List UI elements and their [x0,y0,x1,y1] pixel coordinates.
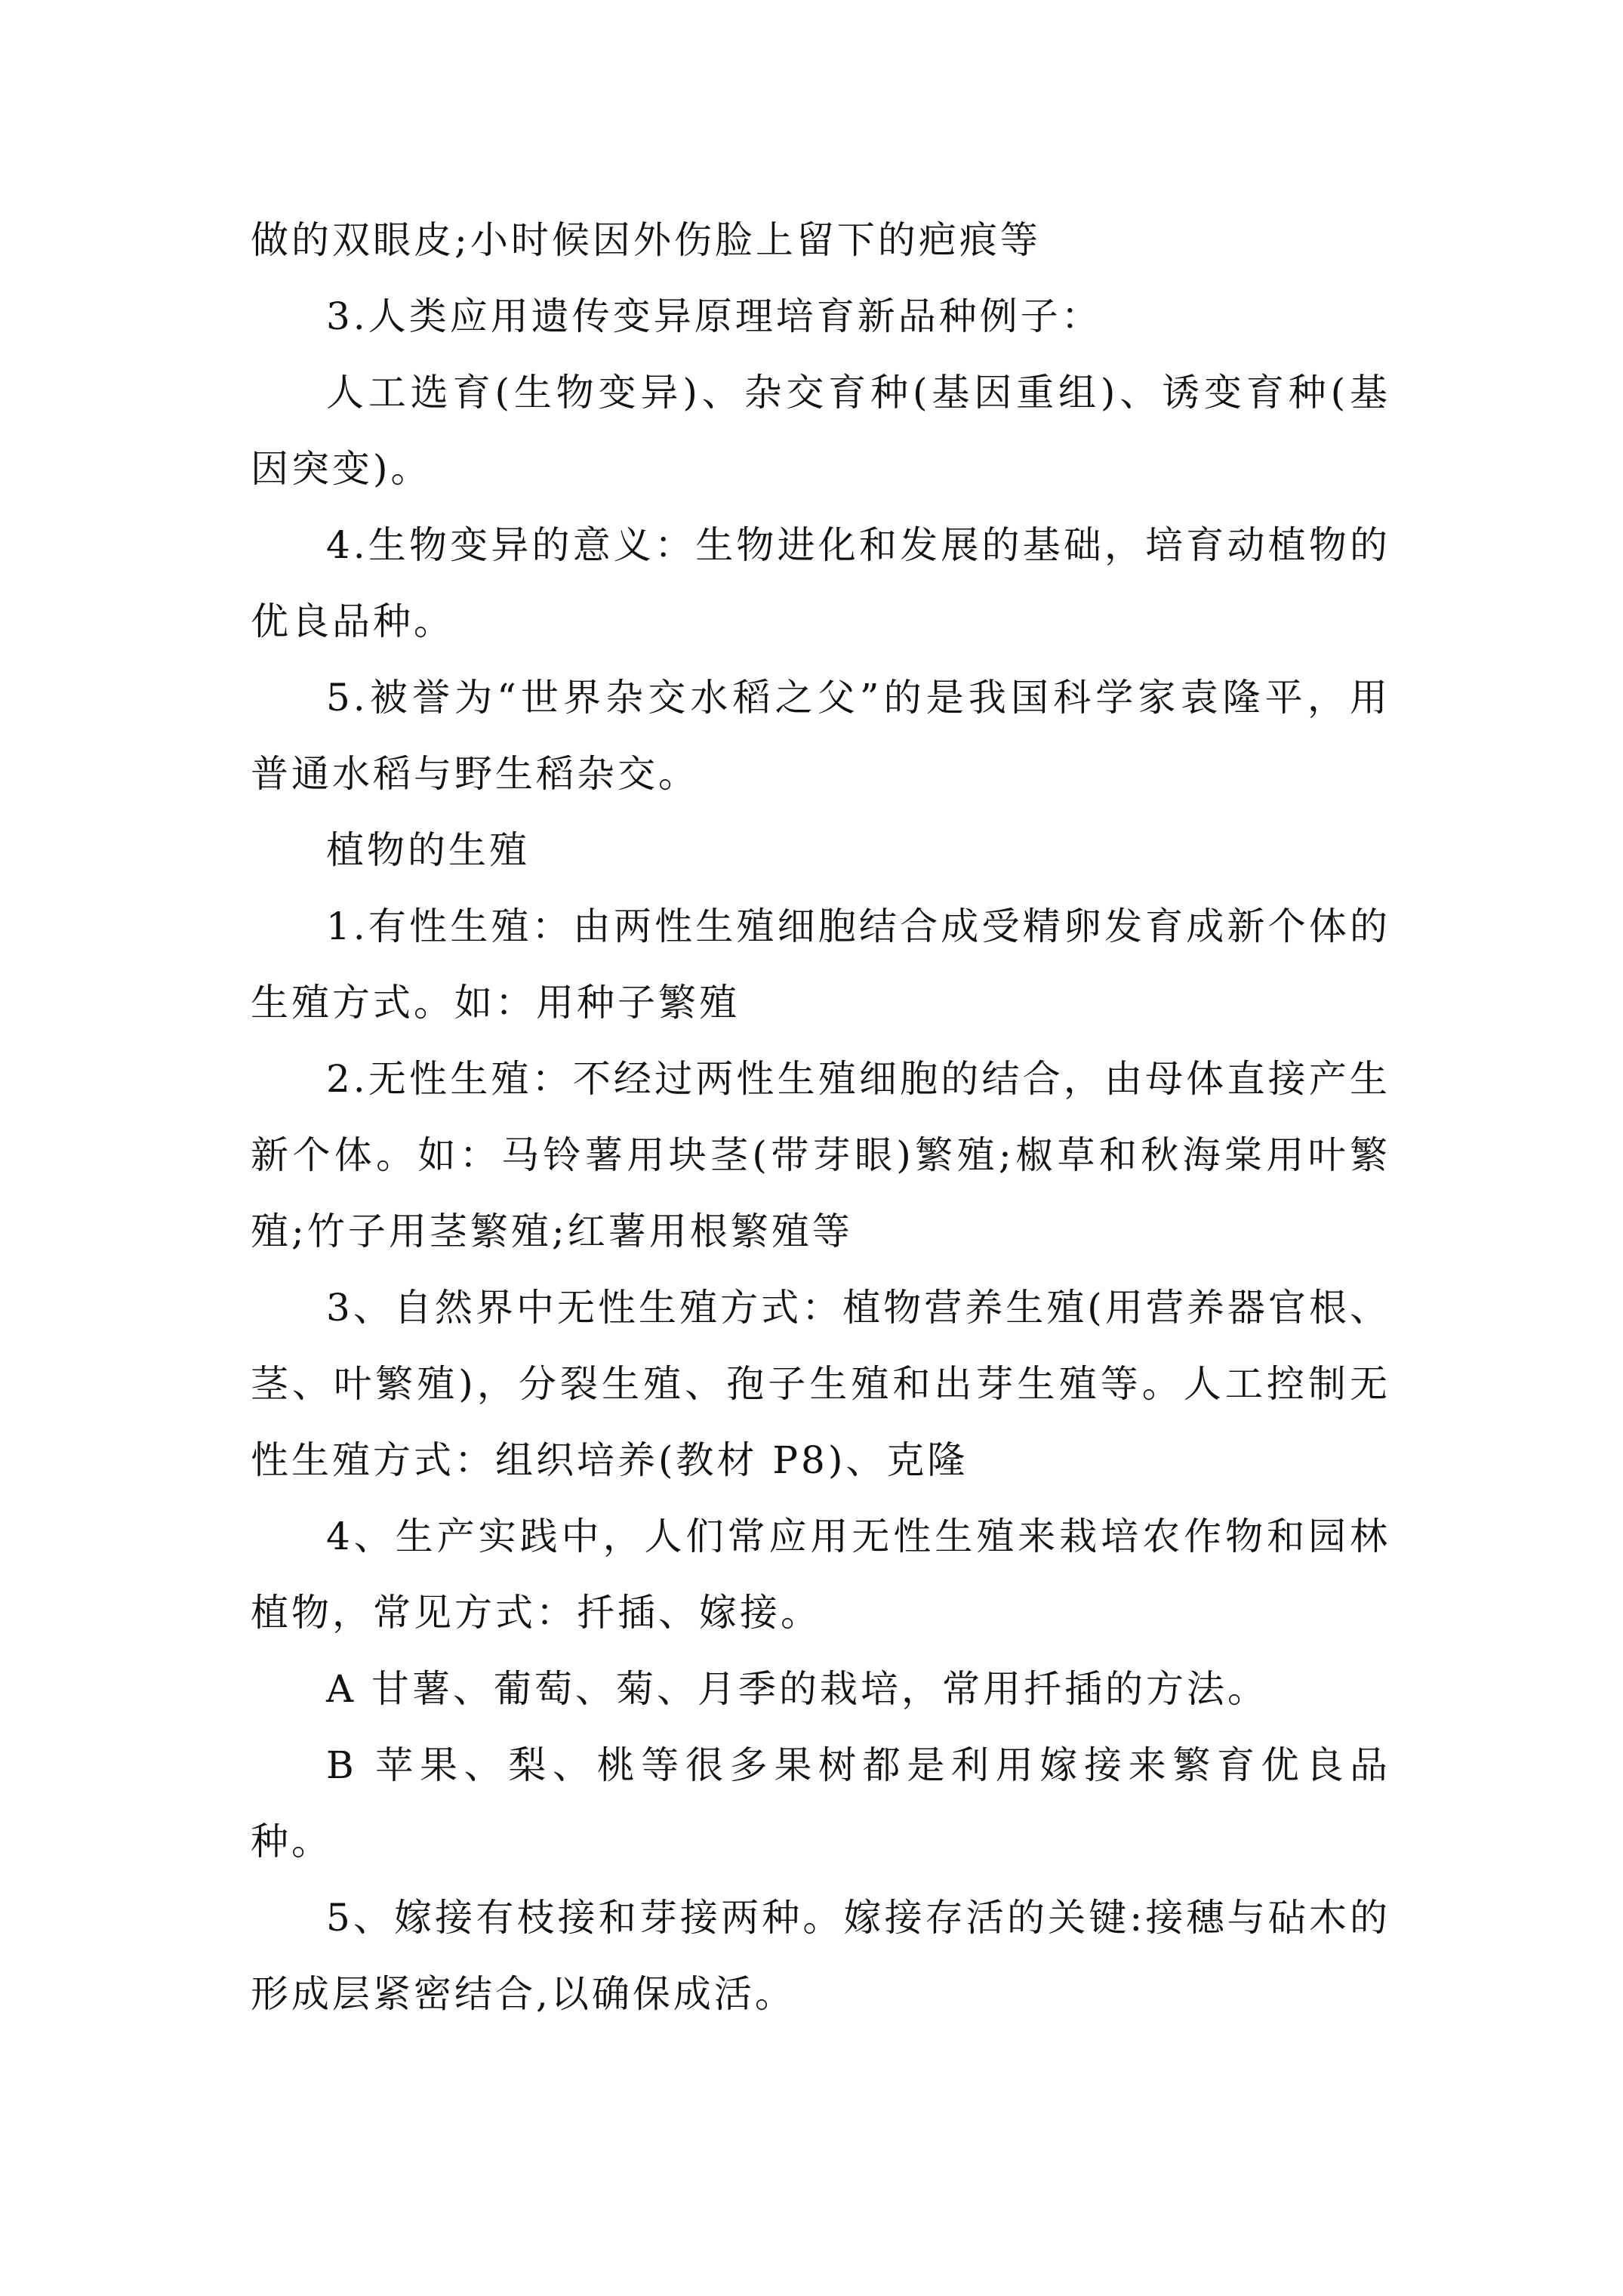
paragraph-breeding-methods: 人工选育(生物变异)、杂交育种(基因重组)、诱变育种(基因突变)。 [251,371,1390,491]
paragraph-cutting-example: A 甘薯、葡萄、菊、月季的栽培，常用扦插的方法。 [326,1667,1269,1711]
paragraph-item-3-breeding: 3.人类应用遗传变异原理培育新品种例子： [326,294,1102,338]
paragraph-natural-asexual-methods: 3、自然界中无性生殖方式：植物营养生殖(用营养器官根、茎、叶繁殖)，分裂生殖、孢子生殖和出芽生殖等。人工控制无性生殖方式：组织培养(教材 P8)、克隆 [251,1286,1390,1482]
paragraph-item-5-yuan-longping: 5.被誉为“世界杂交水稻之父”的是我国科学家袁隆平，用普通水稻与野生稻杂交。 [251,676,1390,796]
paragraph-production-practice: 4、生产实践中，人们常应用无性生殖来栽培农作物和园林植物，常见方式：扦插、嫁接。 [251,1515,1390,1635]
paragraph-item-4-significance: 4.生物变异的意义：生物进化和发展的基础，培育动植物的优良品种。 [251,523,1390,643]
paragraph-grafting-example: B 苹果、梨、桃等很多果树都是利用嫁接来繁育优良品种。 [251,1743,1390,1863]
document-body [251,202,1390,2032]
paragraph-grafting-key: 5、嫁接有枝接和芽接两种。嫁接存活的关键:接穗与砧木的形成层紧密结合,以确保成活。 [251,1896,1390,2016]
paragraph-continuation: 做的双眼皮;小时候因外伤脸上留下的疤痕等 [251,218,1041,262]
paragraph-sexual-reproduction: 1.有性生殖：由两性生殖细胞结合成受精卵发育成新个体的生殖方式。如：用种子繁殖 [251,905,1390,1025]
paragraph-asexual-reproduction: 2.无性生殖：不经过两性生殖细胞的结合，由母体直接产生新个体。如：马铃薯用块茎(带芽眼)繁殖;椒草和秋海棠用叶繁殖;竹子用茎繁殖;红薯用根繁殖等 [251,1057,1390,1253]
section-heading-plant-reproduction: 植物的生殖 [326,828,530,872]
